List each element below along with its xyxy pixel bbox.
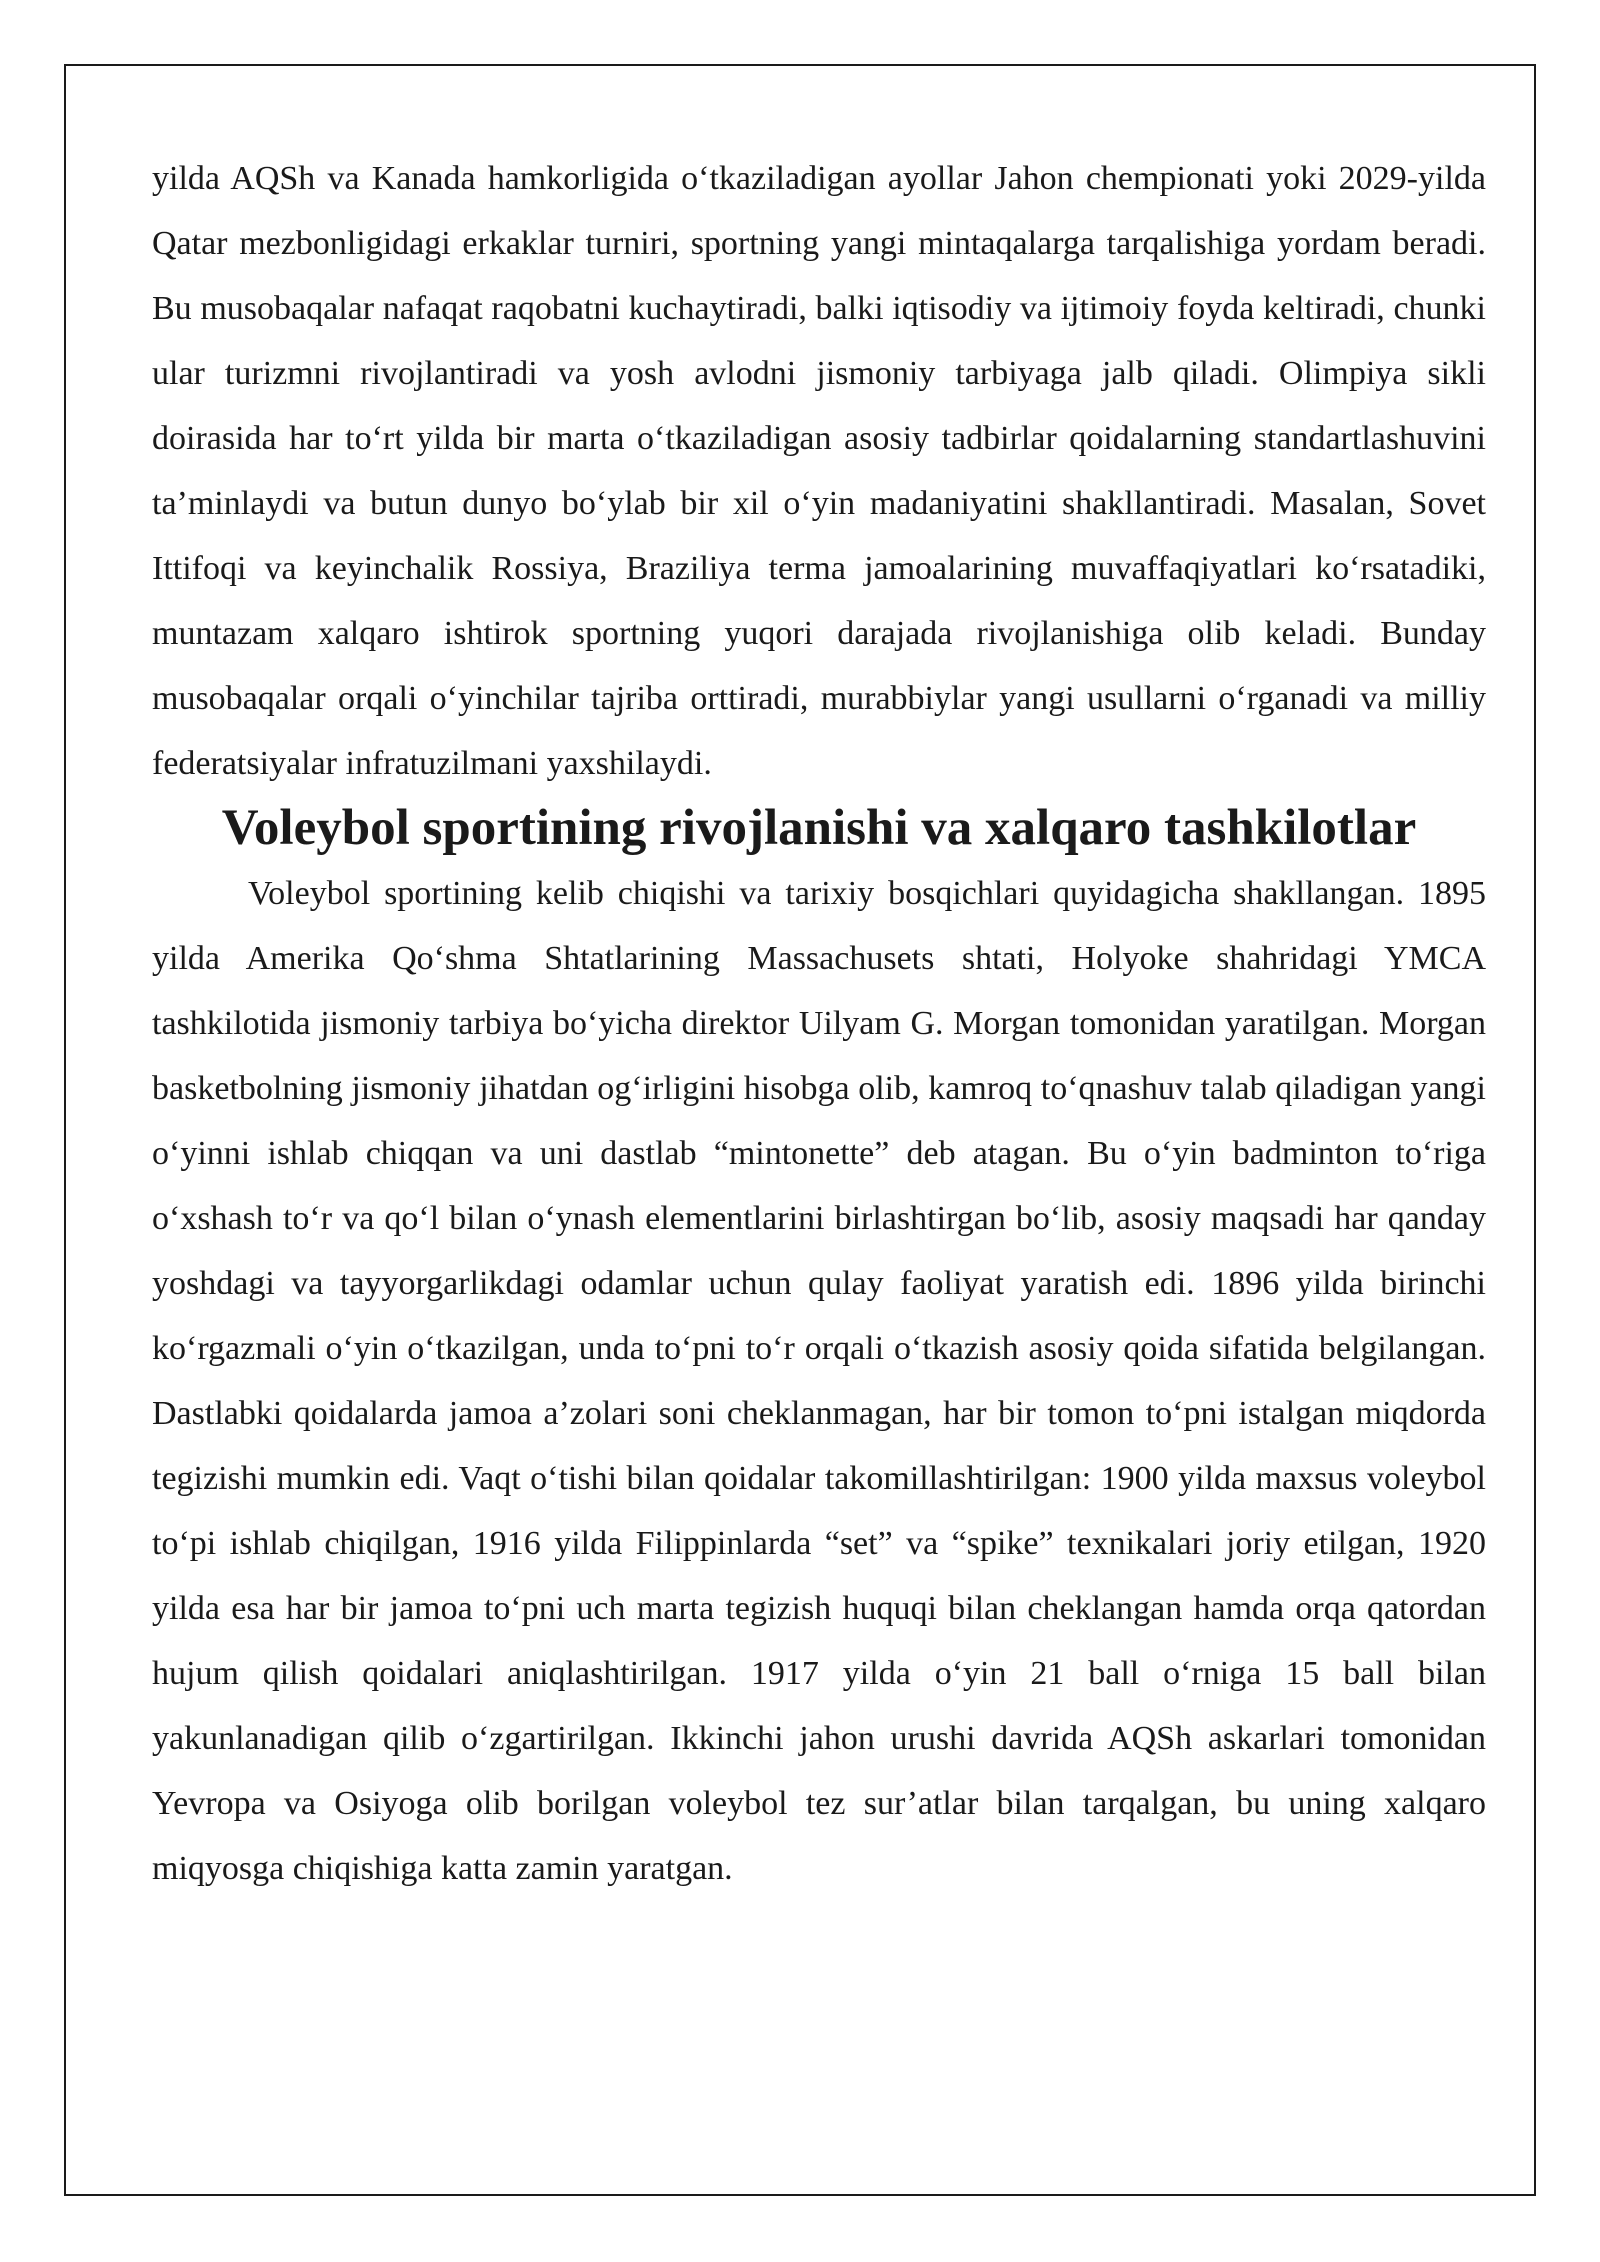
paragraph-continuation: yilda AQSh va Kanada hamkorligida o‘tkaziladigan ayollar Jahon chempionati yoki 2029-yilda Qatar mezbonligidagi erkaklar turniri, sportning yangi mintaqalarga tarqalishiga yordam beradi. Bu musobaqalar nafaqat raqobatni kuchaytiradi, balki iqtisodiy va ijtimoiy foyda keltiradi, chunki ular turizmni rivojlantiradi va yosh avlodni jismoniy tarbiyaga jalb qiladi. Olimpiya sikli doirasida har to‘rt yilda bir marta o‘tkaziladigan asosiy tadbirlar qoidalarning standartlashuvini ta’minlaydi va butun dunyo bo‘ylab bir xil o‘yin madaniyatini shakllantiradi. Masalan, Sovet Ittifoqi va keyinchalik Rossiya, Braziliya terma jamoalarining muvaffaqiyatlari ko‘rsatadiki, muntazam xalqaro ishtirok sportning yuqori darajada rivojlanishiga olib keladi. Bunday musobaqalar orqali o‘yinchilar tajriba orttiradi, murabbiylar yangi usullarni o‘rganadi va milliy federatsiyalar infratuzilmani yaxshilaydi.	[152, 160, 1486, 782]
paragraph-volleyball-history: Voleybol sportining kelib chiqishi va tarixiy bosqichlari quyidagicha shakllangan. 1895 yilda Amerika Qo‘shma Shtatlarining Massachusets shtati, Holyoke shahridagi YMCA tashkilotida jismoniy tarbiya bo‘yicha direktor Uilyam G. Morgan tomonidan yaratilgan. Morgan basketbolning jismoniy jihatdan og‘irligini hisobga olib, kamroq to‘qnashuv talab qiladigan yangi o‘yinni ishlab chiqqan va uni dastlab “mintonette” deb atagan. Bu o‘yin badminton to‘riga o‘xshash to‘r va qo‘l bilan o‘ynash elementlarini birlashtirgan bo‘lib, asosiy maqsadi har qanday yoshdagi va tayyorgarlikdagi odamlar uchun qulay faoliyat yaratish edi. 1896 yilda birinchi ko‘rgazmali o‘yin o‘tkazilgan, unda to‘pni to‘r orqali o‘tkazish asosiy qoida sifatida belgilangan. Dastlabki qoidalarda jamoa a’zolari soni cheklanmagan, har bir tomon to‘pni istalgan miqdorda tegizishi mumkin edi. Vaqt o‘tishi bilan qoidalar takomillashtirilgan: 1900 yilda maxsus voleybol to‘pi ishlab chiqilgan, 1916 yilda Filippinlarda “set” va “spike” texnikalari joriy etilgan, 1920 yilda esa har bir jamoa to‘pni uch marta tegizish huquqi bilan cheklangan hamda orqa qatordan hujum qilish qoidalari aniqlashtirilgan. 1917 yilda o‘yin 21 ball o‘rniga 15 ball bilan yakunlanadigan qilib o‘zgartirilgan. Ikkinchi jahon urushi davrida AQSh askarlari tomonidan Yevropa va Osiyoga olib borilgan voleybol tez sur’atlar bilan tarqalgan, bu uning xalqaro miqyosga chiqishiga katta zamin yaratgan.	[152, 875, 1486, 1887]
document-body	[152, 146, 1486, 1901]
section-heading: Voleybol sportining rivojlanishi va xalqaro tashkilotlar	[221, 800, 1417, 856]
